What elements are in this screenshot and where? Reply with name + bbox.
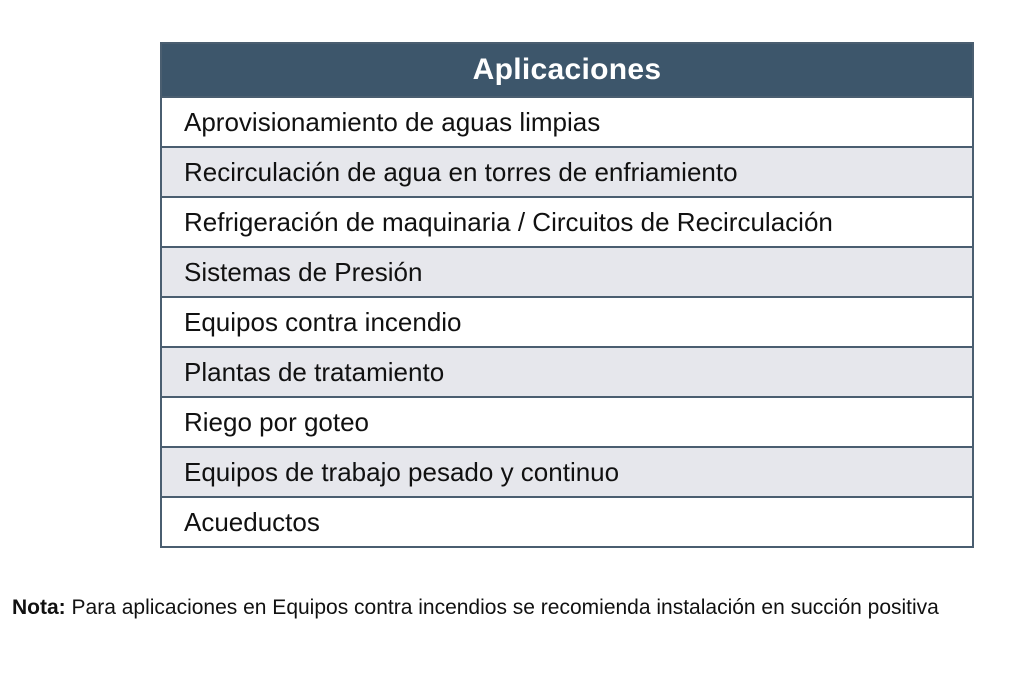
table-row: Recirculación de agua en torres de enfriamiento [162, 146, 972, 196]
applications-table [160, 42, 974, 548]
note-label: Nota: [12, 596, 66, 619]
table-row: Acueductos [162, 496, 972, 546]
table-row: Aprovisionamiento de aguas limpias [162, 96, 972, 146]
table-row: Equipos contra incendio [162, 296, 972, 346]
table-row: Sistemas de Presión [162, 246, 972, 296]
table-header: Aplicaciones [162, 44, 972, 96]
note-text: Para aplicaciones en Equipos contra incendios se recomienda instalación en succión positiva [71, 596, 939, 619]
table-row: Riego por goteo [162, 396, 972, 446]
table-row: Refrigeración de maquinaria / Circuitos de Recirculación [162, 196, 972, 246]
note-paragraph [12, 594, 1016, 621]
table-row: Equipos de trabajo pesado y continuo [162, 446, 972, 496]
table-row: Plantas de tratamiento [162, 346, 972, 396]
